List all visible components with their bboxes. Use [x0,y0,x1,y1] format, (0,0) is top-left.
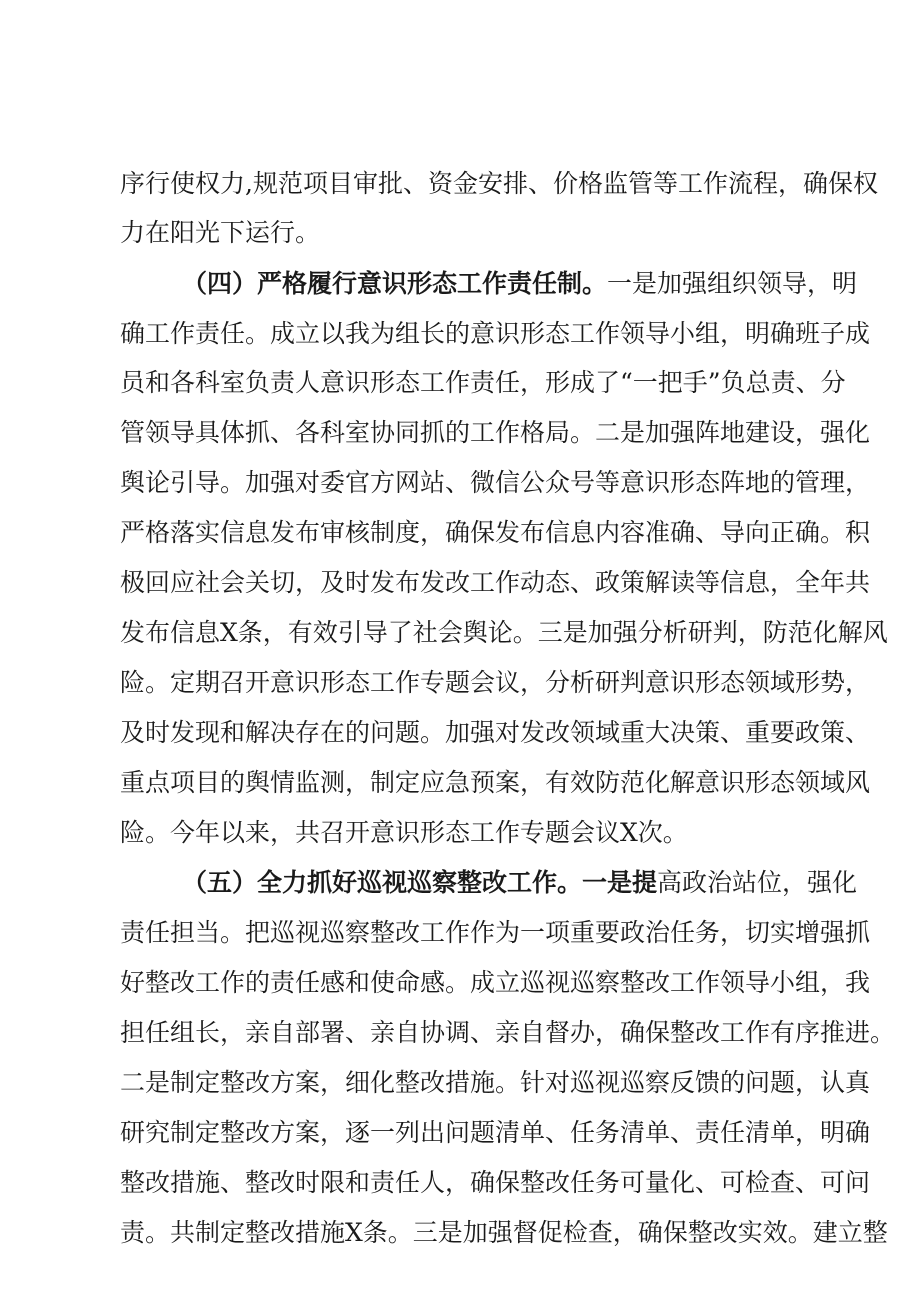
text-line: 极回应社会关切，及时发布发改工作动态、政策解读等信息，全年共 [120,568,871,597]
section-heading: （五）全力抓好巡视巡察整改工作。一是提 [182,868,658,897]
text-line: 研究制定整改方案，逐一列出问题清单、任务清单、责任清单，明确 [120,1118,871,1147]
text-line: 管领导具体抓、各科室协同抓的工作格局。二是加强阵地建设，强化 [120,418,871,447]
text-line: 险。定期召开意识形态工作专题会议，分析研判意识形态领域形势， [120,668,871,697]
text-line: 好整改工作的责任感和使命感。成立巡视巡察整改工作领导小组，我 [120,968,871,997]
text-line: 发布信息X条，有效引导了社会舆论。三是加强分析研判，防范化解风 [120,618,888,647]
text-line: 舆论引导。加强对委官方网站、微信公众号等意识形态阵地的管理， [120,468,871,497]
text-line: 员和各科室负责人意识形态工作责任，形成了“一把手”负总责、分 [120,368,846,397]
text-line: 担任组长，亲自部署、亲自协调、亲自督办，确保整改工作有序推进。 [120,1018,896,1047]
text-line: 责任担当。把巡视巡察整改工作作为一项重要政治任务，切实增强抓 [120,918,871,947]
text-run: 一是加强组织领导，明 [607,269,858,298]
text-line: 重点项目的舆情监测，制定应急预案，有效防范化解意识形态领域风 [120,768,871,797]
text-line: 力在阳光下运行。 [120,218,321,247]
text-line: 责。共制定整改措施X条。三是加强督促检查，确保整改实效。建立整 [120,1218,888,1247]
text-line: 险。今年以来，共召开意识形态工作专题会议X次。 [120,818,688,847]
text-line: 及时发现和解决存在的问题。加强对发改领域重大决策、重要政策、 [120,718,871,747]
paragraph-first-line [182,863,858,903]
text-line: 序行使权力,规范项目审批、资金安排、价格监管等工作流程，确保权 [120,169,878,198]
text-line: 二是制定整改方案，细化整改措施。针对巡视巡察反馈的问题，认真 [120,1068,871,1097]
text-line: 严格落实信息发布审核制度，确保发布信息内容准确、导向正确。积 [120,518,871,547]
paragraph-first-line [182,264,858,304]
text-line: 整改措施、整改时限和责任人，确保整改任务可量化、可检查、可问 [120,1168,871,1197]
text-run: 高政治站位，强化 [657,868,858,897]
section-heading: （四）严格履行意识形态工作责任制。 [182,269,608,298]
text-line: 确工作责任。成立以我为组长的意识形态工作领导小组，明确班子成 [120,319,871,348]
